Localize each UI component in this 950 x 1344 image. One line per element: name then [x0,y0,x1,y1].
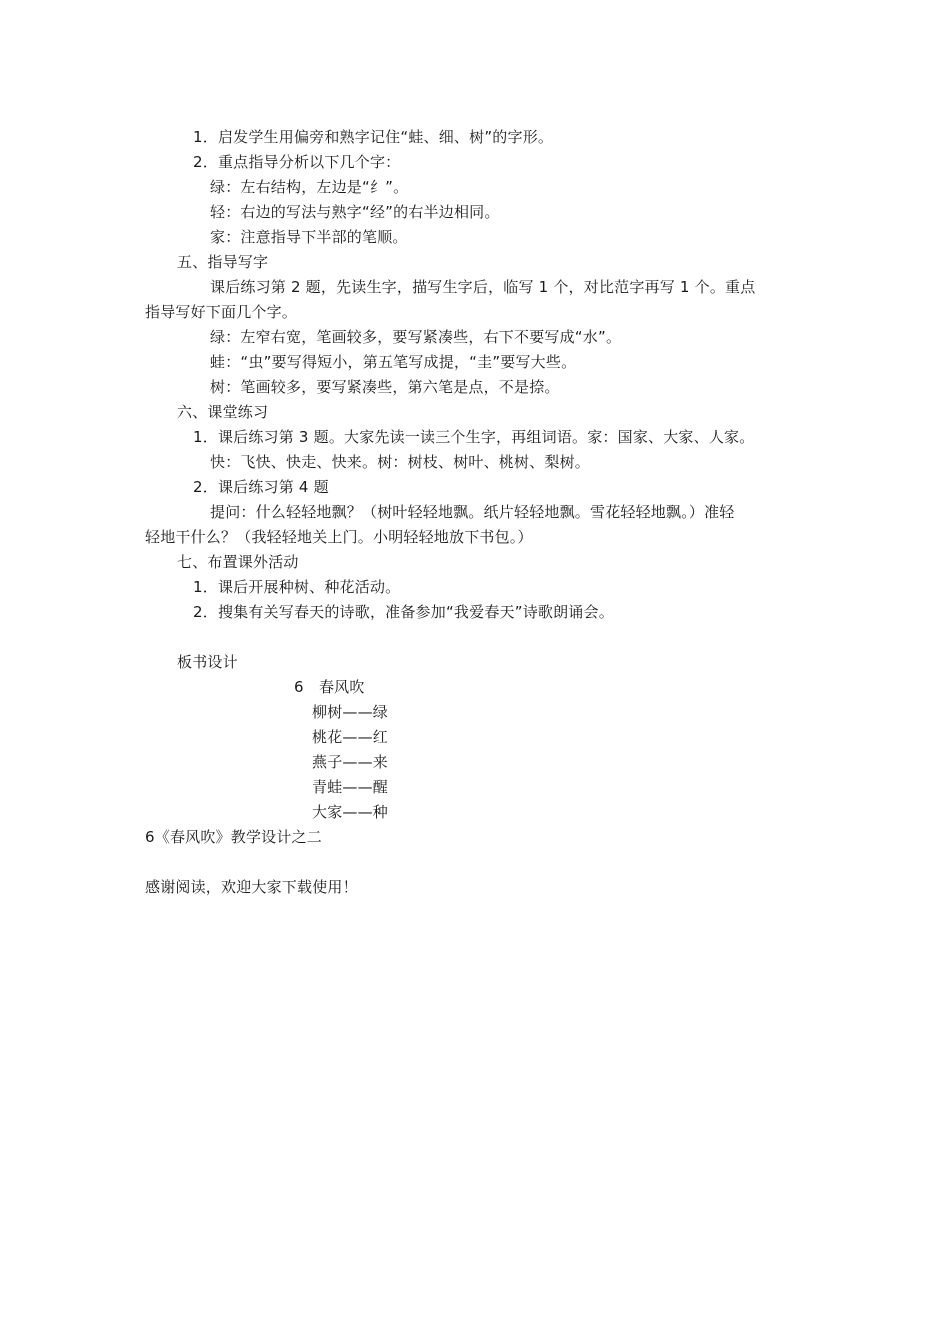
step-1-line: 1．启发学生用偏旁和熟字记住“蛙、细、树”的字形。 [193,128,554,146]
char-analysis-jia: 家：注意指导下半部的笔顺。 [210,228,408,246]
document-subtitle: 6《春风吹》教学设计之二 [145,828,322,846]
char-analysis-qing: 轻：右边的写法与熟字“经”的右半边相同。 [210,203,500,221]
board-design-heading: 板书设计 [177,653,238,671]
section-heading-practice: 六、课堂练习 [177,403,269,421]
question-line-1: 提问：什么轻轻地飘？（树叶轻轻地飘。纸片轻轻地飘。雪花轻轻地飘。）准轻 [210,503,735,521]
writing-char-lv: 绿：左窄右宽，笔画较多，要写紧凑些，右下不要写成“水”。 [210,328,622,346]
writing-char-shu: 树：笔画较多，要写紧凑些，第六笔是点，不是捺。 [210,378,560,396]
practice-item-1-continued: 快：飞快、快走、快来。树：树枝、树叶、桃树、梨树。 [210,453,591,471]
section-heading-writing: 五、指导写字 [177,253,269,271]
board-pair-1: 柳树——绿 [312,703,389,721]
board-pair-3: 燕子——来 [312,753,389,771]
question-line-2: 轻地干什么？（我轻轻地关上门。小明轻轻地放下书包。） [145,528,533,546]
board-pair-4: 青蛙——醒 [312,778,389,796]
writing-paragraph-line-2: 指导写好下面几个字。 [145,303,298,321]
board-pair-2: 桃花——红 [312,728,389,746]
activity-item-1: 1．课后开展种树、种花活动。 [193,578,401,596]
activity-item-2: 2．搜集有关写春天的诗歌，准备参加“我爱春天”诗歌朗诵会。 [193,603,614,621]
writing-char-wa: 蛙：“虫”要写得短小，第五笔写成提，“圭”要写大些。 [210,353,577,371]
step-2-line: 2．重点指导分析以下几个字： [193,153,401,171]
practice-item-1: 1．课后练习第 3 题。大家先读一读三个生字，再组词语。家：国家、大家、人家。 [193,428,755,446]
section-heading-activities: 七、布置课外活动 [177,553,299,571]
board-title: 6 春风吹 [294,678,365,696]
writing-paragraph-line-1: 课后练习第 2 题，先读生字，描写生字后，临写 1 个，对比范字再写 1 个。重点 [210,278,756,296]
char-analysis-lv: 绿：左右结构，左边是“纟”。 [210,178,409,196]
practice-item-2: 2．课后练习第 4 题 [193,478,329,496]
closing-note: 感谢阅读，欢迎大家下载使用！ [145,878,358,896]
board-pair-5: 大家——种 [312,803,389,821]
